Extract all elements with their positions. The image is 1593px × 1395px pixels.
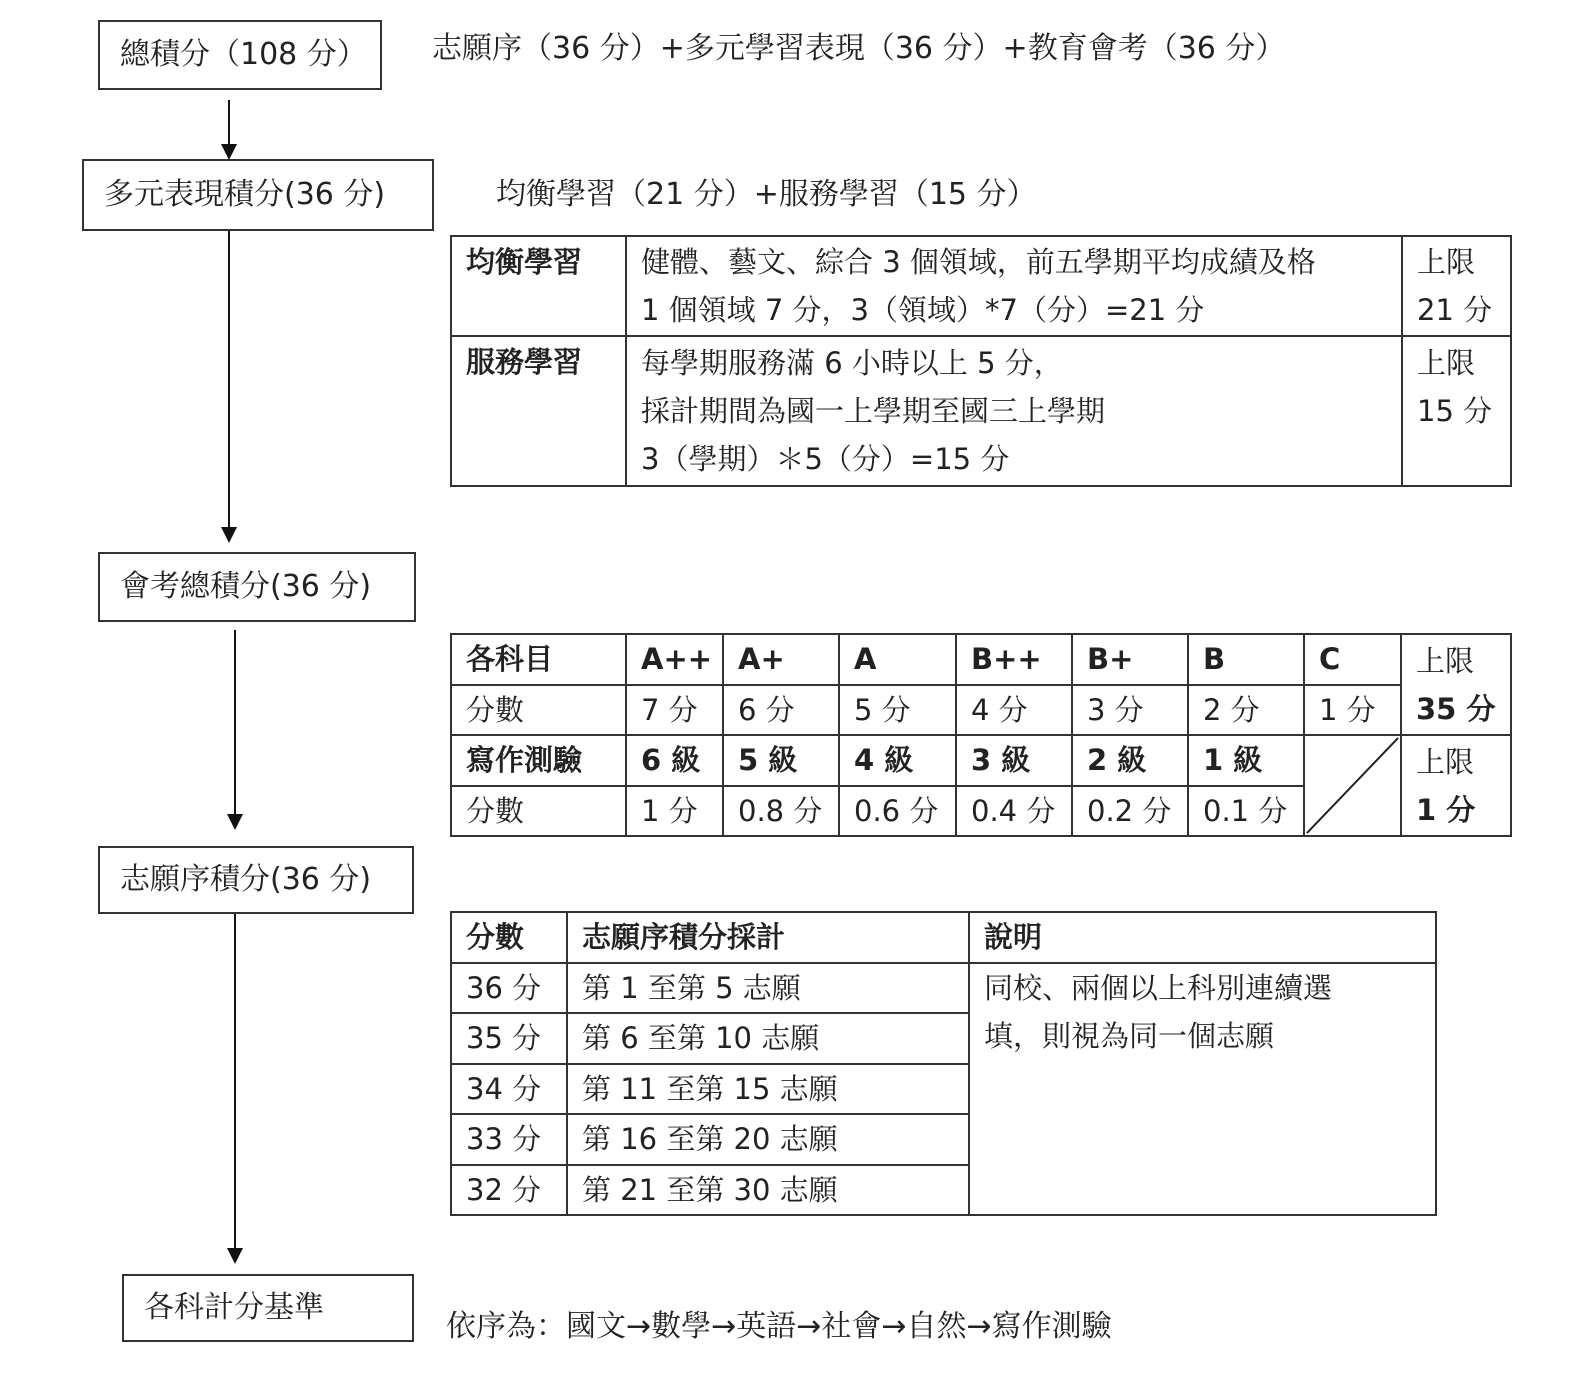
subject-base-label: 各科計分基準 xyxy=(144,1290,324,1325)
table-row xyxy=(451,236,1511,336)
subject-base-box xyxy=(122,1274,414,1342)
pref-score-cell: 33 分 xyxy=(451,1114,567,1165)
writing-test-label: 寫作測驗 xyxy=(451,735,626,786)
desc-line: 1 個領域 7 分，3（領域）*7（分）=21 分 xyxy=(641,293,1205,327)
exam-score-box xyxy=(98,552,416,622)
level-cell: 4 級 xyxy=(839,735,956,786)
limit-line: 上限 xyxy=(1416,643,1475,678)
multi-performance-table xyxy=(450,235,1512,487)
multi-score-label: 多元表現積分(36 分) xyxy=(104,177,386,212)
grade-cell: A xyxy=(839,634,956,685)
grade-cell: B++ xyxy=(956,634,1072,685)
arrow-line-4 xyxy=(234,914,236,1250)
subject-base-order: 依序為：國文→數學→英語→社會→自然→寫作測驗 xyxy=(446,1309,1112,1344)
score-cell: 3 分 xyxy=(1072,685,1188,735)
multi-score-box xyxy=(82,159,434,231)
exam-score-table xyxy=(450,633,1512,837)
total-score-box xyxy=(98,20,382,90)
level-cell: 5 級 xyxy=(723,735,839,786)
writing-score-cell: 0.4 分 xyxy=(956,786,1072,836)
balanced-learning-label: 均衡學習 xyxy=(451,236,626,336)
table-row xyxy=(451,634,1511,685)
total-score-formula: 志願序（36 分）+多元學習表現（36 分）+教育會考（36 分） xyxy=(432,31,1286,66)
header-range: 志願序積分採計 xyxy=(567,912,969,963)
subject-limit xyxy=(1401,634,1511,735)
pref-range-cell: 第 21 至第 30 志願 xyxy=(567,1165,969,1215)
arrow-head-1 xyxy=(221,144,237,160)
preference-score-label: 志願序積分(36 分) xyxy=(120,862,372,897)
table-row xyxy=(451,336,1511,486)
table-row xyxy=(451,685,1511,735)
limit-line: 15 分 xyxy=(1417,394,1493,428)
score-cell: 4 分 xyxy=(956,685,1072,735)
score-label: 分數 xyxy=(451,685,626,735)
diagonal-line xyxy=(1305,736,1400,835)
score-cell: 1 分 xyxy=(1304,685,1401,735)
score-cell: 7 分 xyxy=(626,685,723,735)
pref-range-cell: 第 16 至第 20 志願 xyxy=(567,1114,969,1165)
level-cell: 3 級 xyxy=(956,735,1072,786)
header-score: 分數 xyxy=(451,912,567,963)
pref-range-cell: 第 11 至第 15 志願 xyxy=(567,1064,969,1114)
writing-score-cell: 0.1 分 xyxy=(1188,786,1304,836)
writing-score-cell: 0.8 分 xyxy=(723,786,839,836)
grade-cell: A+ xyxy=(723,634,839,685)
grade-cell: B+ xyxy=(1072,634,1188,685)
desc-line: 健體、藝文、綜合 3 個領域，前五學期平均成績及格 xyxy=(641,245,1316,279)
limit-line: 上限 xyxy=(1417,245,1476,279)
pref-score-cell: 32 分 xyxy=(451,1165,567,1215)
level-cell: 1 級 xyxy=(1188,735,1304,786)
writing-score-cell: 0.6 分 xyxy=(839,786,956,836)
table-row xyxy=(451,963,1436,1013)
exam-score-label: 會考總積分(36 分) xyxy=(120,569,372,604)
pref-score-cell: 35 分 xyxy=(451,1013,567,1064)
limit-line: 1 分 xyxy=(1416,792,1476,827)
limit-line: 21 分 xyxy=(1417,293,1493,327)
desc-line: 3（學期）＊5（分）=15 分 xyxy=(641,442,1010,476)
grade-cell: B xyxy=(1188,634,1304,685)
score-cell: 6 分 xyxy=(723,685,839,735)
grade-cell: C xyxy=(1304,634,1401,685)
arrow-line-2 xyxy=(228,231,230,529)
header-note: 說明 xyxy=(969,912,1436,963)
desc-line: 採計期間為國一上學期至國三上學期 xyxy=(641,394,1106,428)
grade-cell: A++ xyxy=(626,634,723,685)
writing-score-cell: 1 分 xyxy=(626,786,723,836)
pref-range-cell: 第 1 至第 5 志願 xyxy=(567,963,969,1013)
preference-score-box xyxy=(98,846,414,914)
arrow-line-3 xyxy=(234,630,236,816)
writing-limit xyxy=(1401,735,1511,836)
service-learning-label: 服務學習 xyxy=(451,336,626,486)
empty-diagonal-cell xyxy=(1304,735,1401,836)
subject-label: 各科目 xyxy=(451,634,626,685)
arrow-head-4 xyxy=(227,1248,243,1264)
arrow-head-3 xyxy=(227,814,243,830)
score-cell: 2 分 xyxy=(1188,685,1304,735)
service-learning-limit xyxy=(1402,336,1511,486)
note-line: 同校、兩個以上科別連續選 xyxy=(984,971,1333,1005)
level-cell: 2 級 xyxy=(1072,735,1188,786)
pref-range-cell: 第 6 至第 10 志願 xyxy=(567,1013,969,1064)
arrow-head-2 xyxy=(221,527,237,543)
service-learning-desc xyxy=(626,336,1402,486)
preference-score-table xyxy=(450,911,1437,1216)
score-cell: 5 分 xyxy=(839,685,956,735)
limit-line: 35 分 xyxy=(1416,691,1496,726)
multi-score-formula: 均衡學習（21 分）+服務學習（15 分） xyxy=(496,177,1037,212)
pref-score-cell: 36 分 xyxy=(451,963,567,1013)
table-row xyxy=(451,735,1511,786)
balanced-learning-desc xyxy=(626,236,1402,336)
writing-score-cell: 0.2 分 xyxy=(1072,786,1188,836)
arrow-line-1 xyxy=(228,100,230,146)
limit-line: 上限 xyxy=(1416,744,1475,779)
limit-line: 上限 xyxy=(1417,346,1476,380)
level-cell: 6 級 xyxy=(626,735,723,786)
table-row xyxy=(451,912,1436,963)
note-line: 填，則視為同一個志願 xyxy=(984,1019,1275,1053)
score-label: 分數 xyxy=(451,786,626,836)
balanced-learning-limit xyxy=(1402,236,1511,336)
pref-score-cell: 34 分 xyxy=(451,1064,567,1114)
desc-line: 每學期服務滿 6 小時以上 5 分， xyxy=(641,346,1063,380)
pref-note-cell xyxy=(969,963,1436,1215)
total-score-label: 總積分（108 分） xyxy=(120,37,367,72)
